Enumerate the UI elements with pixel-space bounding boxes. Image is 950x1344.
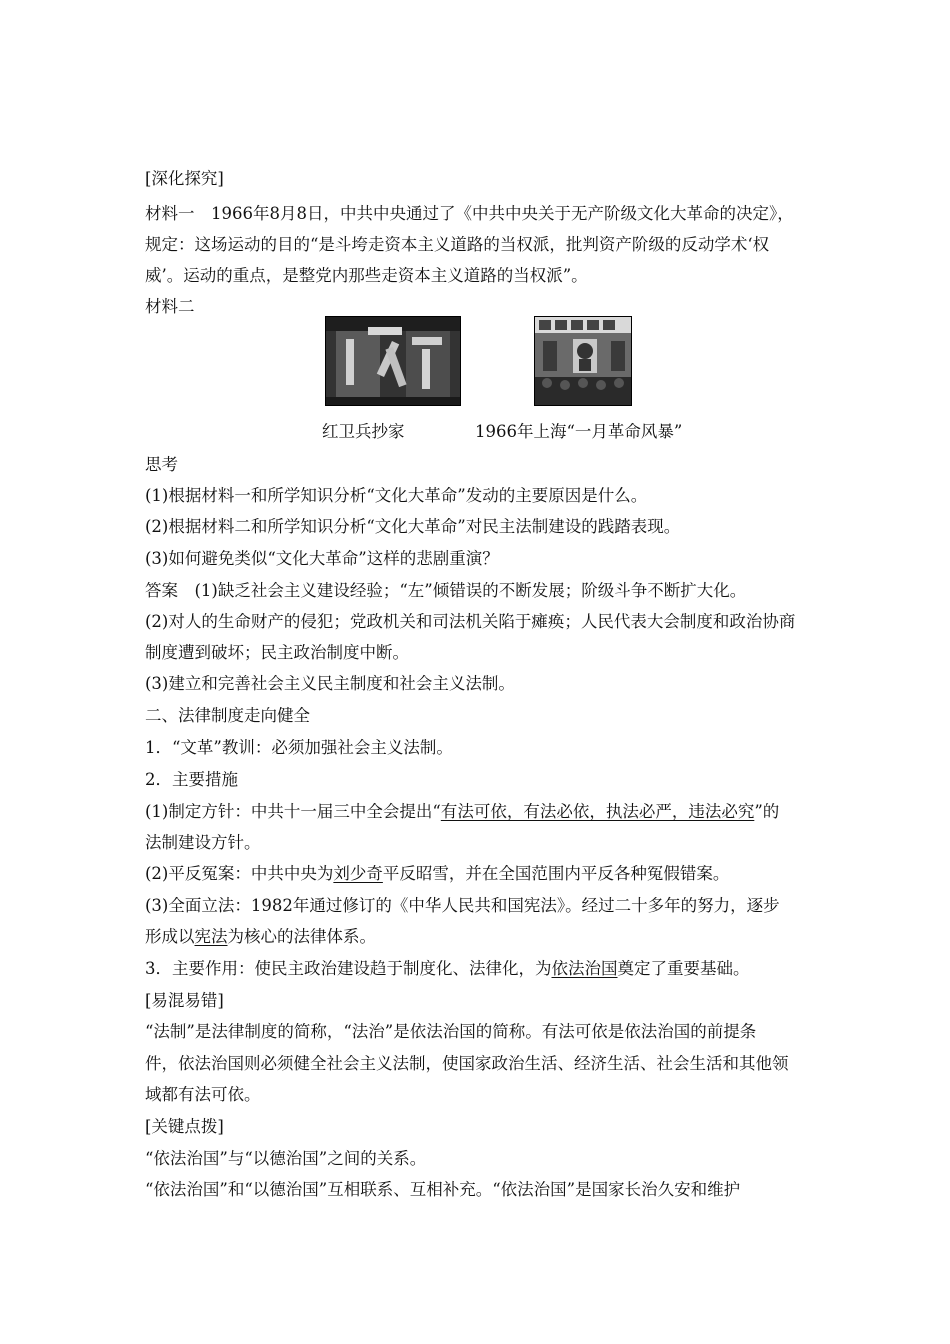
- measure-3-prefix: 形成以: [145, 927, 195, 946]
- point-3-prefix: 3．主要作用：使民主政治建设趋于制度化、法律化，为: [145, 959, 552, 978]
- shanghai-january-storm-photo: [534, 316, 632, 406]
- question-2: (2)根据材料二和所学知识分析“文化大革命”对民主法制建设的践踏表现。: [145, 517, 681, 536]
- point-3-rule-of-law: 依法治国: [551, 959, 618, 978]
- key-line-1: “依法治国”与“以德治国”之间的关系。: [145, 1149, 427, 1168]
- measure-1-policy: 有法可依，有法必依，执法必严，违法必究: [440, 802, 755, 821]
- material-one-line-2: 规定：这场运动的目的“是斗垮走资本主义道路的当权派，批判资产阶级的反动学术‘权: [145, 235, 770, 254]
- key-line-2: “依法治国”和“以德治国”互相联系、互相补充。“依法治国”是国家长治久安和维护: [145, 1180, 741, 1199]
- red-guards-caption: 红卫兵抄家: [322, 422, 405, 441]
- measure-2-suffix: 平反昭雪，并在全国范围内平反各种冤假错案。: [382, 864, 730, 883]
- question-3: (3)如何避免类似“文化大革命”这样的悲剧重演？: [145, 549, 499, 568]
- section-two-title: 二、法律制度走向健全: [145, 706, 310, 725]
- red-guards-raid-photo: [325, 316, 461, 406]
- point-3-line: [145, 958, 750, 980]
- measure-1-line-2: 法制建设方针。: [145, 833, 261, 852]
- measure-3-constitution: 宪法: [194, 927, 228, 946]
- measure-2-line: [145, 863, 729, 885]
- measure-1-line-1: [145, 801, 779, 823]
- measure-3-suffix: 为核心的法律体系。: [227, 927, 376, 946]
- measure-2-name: 刘少奇: [333, 864, 383, 883]
- confuse-line-1: “法制”是法律制度的简称，“法治”是依法治国的简称。有法可依是依法治国的前提条: [145, 1022, 757, 1041]
- point-2: 2．主要措施: [145, 770, 238, 789]
- measure-2-prefix: (2)平反冤案：中共中央为: [145, 864, 334, 883]
- shanghai-storm-caption: 1966年上海“一月革命风暴”: [475, 422, 683, 441]
- section-heading-deep-inquiry: [深化探究]: [145, 169, 224, 188]
- measure-3-line-1: (3)全面立法：1982年通过修订的《中华人民共和国宪法》。经过二十多年的努力，逐步: [145, 896, 780, 915]
- confuse-line-3: 域都有法可依。: [145, 1085, 261, 1104]
- confuse-line-2: 件，依法治国则必须健全社会主义法制，使国家政治生活、经济生活、社会生活和其他领: [145, 1054, 789, 1073]
- measure-1-prefix: (1)制定方针：中共十一届三中全会提出“: [145, 802, 441, 821]
- material-one-line-3: 威’。运动的重点，是整党内那些走资本主义道路的当权派”。: [145, 266, 588, 285]
- answer-line-3: 制度遭到破坏；民主政治制度中断。: [145, 643, 409, 662]
- material-one-line-1: 材料一 1966年8月8日，中共中央通过了《中共中央关于无产阶级文化大革命的决定》，: [145, 204, 794, 223]
- material-two-label: 材料二: [145, 297, 195, 316]
- answer-line-1: 答案 (1)缺乏社会主义建设经验；“左”倾错误的不断发展；阶级斗争不断扩大化。: [145, 581, 747, 600]
- measure-1-suffix: ”的: [754, 802, 780, 821]
- answer-line-2: (2)对人的生命财产的侵犯；党政机关和司法机关陷于瘫痪；人民代表大会制度和政治协商: [145, 612, 796, 631]
- key-label: [关键点拨]: [145, 1117, 224, 1136]
- point-3-suffix: 奠定了重要基础。: [617, 959, 750, 978]
- point-1: 1．“文革”教训：必须加强社会主义法制。: [145, 738, 453, 757]
- question-1: (1)根据材料一和所学知识分析“文化大革命”发动的主要原因是什么。: [145, 486, 648, 505]
- answer-line-4: (3)建立和完善社会主义民主制度和社会主义法制。: [145, 674, 515, 693]
- measure-3-line-2: [145, 926, 376, 948]
- confuse-label: [易混易错]: [145, 991, 224, 1010]
- think-label: 思考: [145, 455, 178, 474]
